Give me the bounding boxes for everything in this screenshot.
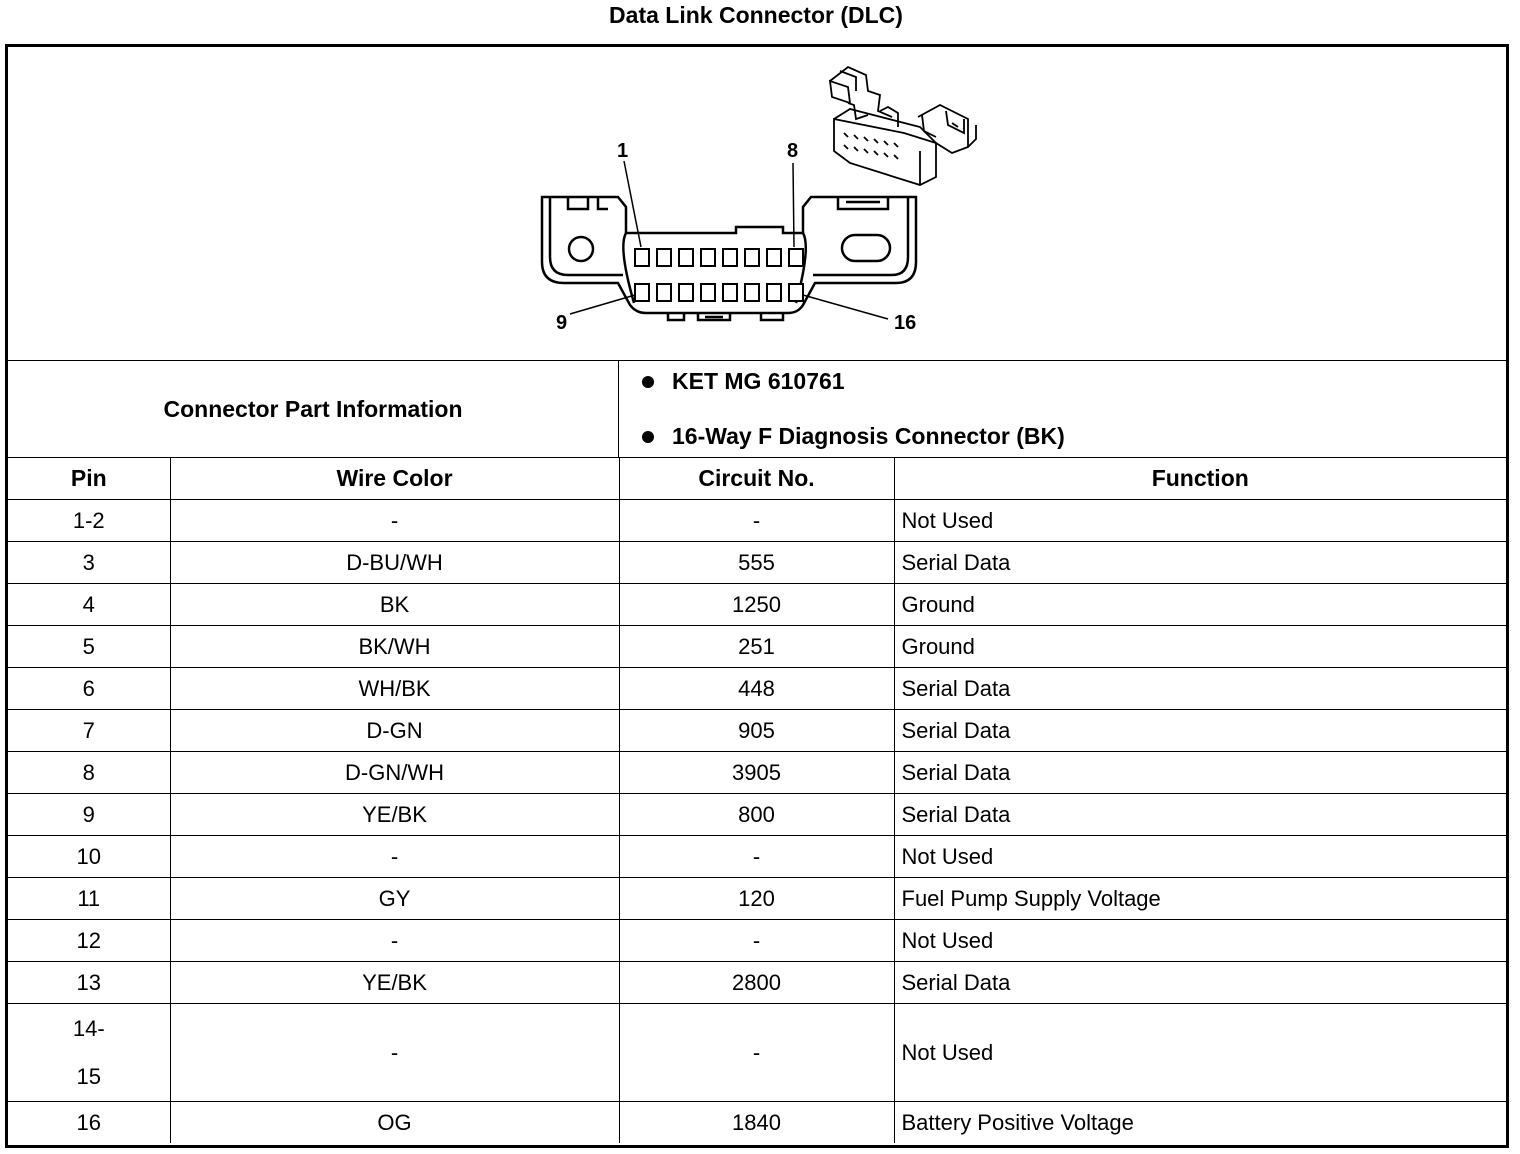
function-cell: Serial Data [894,542,1506,584]
bullet-icon [642,431,654,443]
wire-color-cell: D-GN/WH [170,752,619,794]
function-cell: Serial Data [894,668,1506,710]
pin-cell: 11 [8,878,170,920]
pin-cell: 13 [8,962,170,1004]
pin-split [8,1016,170,1090]
table-row [8,962,1506,1004]
table-row [8,668,1506,710]
table-row [8,626,1506,668]
wire-color-cell: D-GN [170,710,619,752]
pin-cell: 3 [8,542,170,584]
wire-color-cell: - [170,836,619,878]
wire-color-cell: D-BU/WH [170,542,619,584]
part-info-list [620,361,1500,457]
circuit-cell: 1250 [619,584,894,626]
function-cell: Serial Data [894,752,1506,794]
page-title: Data Link Connector (DLC) [609,2,903,28]
pin-cell: 6 [8,668,170,710]
connector-sheet [5,44,1509,1148]
connector-isometric-view [830,67,976,185]
table-row [8,920,1506,962]
circuit-cell: - [619,1004,894,1102]
pin-cell: 1-2 [8,500,170,542]
table-row [8,1004,1506,1102]
part-info-item [642,368,845,395]
wire-color-cell: BK [170,584,619,626]
pin-range-start: 14- [72,1015,105,1041]
table-row [8,500,1506,542]
circuit-cell: 1840 [619,1102,894,1144]
part-info-item [642,423,1065,450]
pin-table [8,458,1506,1143]
wire-color-cell: WH/BK [170,668,619,710]
header-circuit-no: Circuit No. [619,458,894,500]
cavity-row-bottom [635,284,803,301]
circuit-cell: 448 [619,668,894,710]
table-row [8,794,1506,836]
part-info-item-text: KET MG 610761 [672,368,845,394]
table-row [8,584,1506,626]
table-row [8,878,1506,920]
table-row [8,542,1506,584]
header-pin: Pin [8,458,170,500]
wire-color-cell: - [170,1004,619,1102]
circuit-cell: 120 [619,878,894,920]
wire-color-cell: YE/BK [170,794,619,836]
function-cell: Serial Data [894,962,1506,1004]
pin-callout-1: 1 [617,140,629,162]
function-cell: Not Used [894,920,1506,962]
function-cell: Not Used [894,500,1506,542]
table-row [8,710,1506,752]
connector-part-information [8,361,1506,458]
cavity-row-top [635,249,803,266]
function-cell: Battery Positive Voltage [894,1102,1506,1144]
pin-range-end: 15 [76,1063,101,1089]
pin-cell: 10 [8,836,170,878]
wire-color-cell: GY [170,878,619,920]
part-info-item-text: 16-Way F Diagnosis Connector (BK) [672,423,1065,449]
pin-cell: 8 [8,752,170,794]
table-row [8,752,1506,794]
wire-color-cell: - [170,920,619,962]
function-cell: Ground [894,626,1506,668]
connector-figure [8,47,1506,361]
function-cell: Not Used [894,836,1506,878]
bullet-icon [642,376,654,388]
table-header-row [8,458,1506,500]
circuit-cell: - [619,920,894,962]
circuit-cell: - [619,500,894,542]
header-function: Function [894,458,1506,500]
pin-cell: 5 [8,626,170,668]
circuit-cell: 2800 [619,962,894,1004]
dlc-connector-drawing [8,47,1506,360]
circuit-cell: 905 [619,710,894,752]
wire-color-cell: YE/BK [170,962,619,1004]
pin-cell: 7 [8,710,170,752]
pin-callout-8: 8 [787,140,799,162]
function-cell: Not Used [894,1004,1506,1102]
part-info-label: Connector Part Information [8,361,619,457]
circuit-cell: 251 [619,626,894,668]
pin-cell: 16 [8,1102,170,1144]
pin-cell: 4 [8,584,170,626]
table-row [8,1102,1506,1144]
wire-color-cell: OG [170,1102,619,1144]
pin-cell [8,1004,170,1102]
header-wire-color: Wire Color [170,458,619,500]
circuit-cell: 800 [619,794,894,836]
circuit-cell: 555 [619,542,894,584]
table-row [8,836,1506,878]
function-cell: Fuel Pump Supply Voltage [894,878,1506,920]
circuit-cell: - [619,836,894,878]
function-cell: Ground [894,584,1506,626]
function-cell: Serial Data [894,710,1506,752]
pin-cell: 9 [8,794,170,836]
circuit-cell: 3905 [619,752,894,794]
wire-color-cell: BK/WH [170,626,619,668]
wire-color-cell: - [170,500,619,542]
pin-cell: 12 [8,920,170,962]
function-cell: Serial Data [894,794,1506,836]
pin-callout-9: 9 [556,312,568,334]
pin-callout-16: 16 [894,312,917,334]
